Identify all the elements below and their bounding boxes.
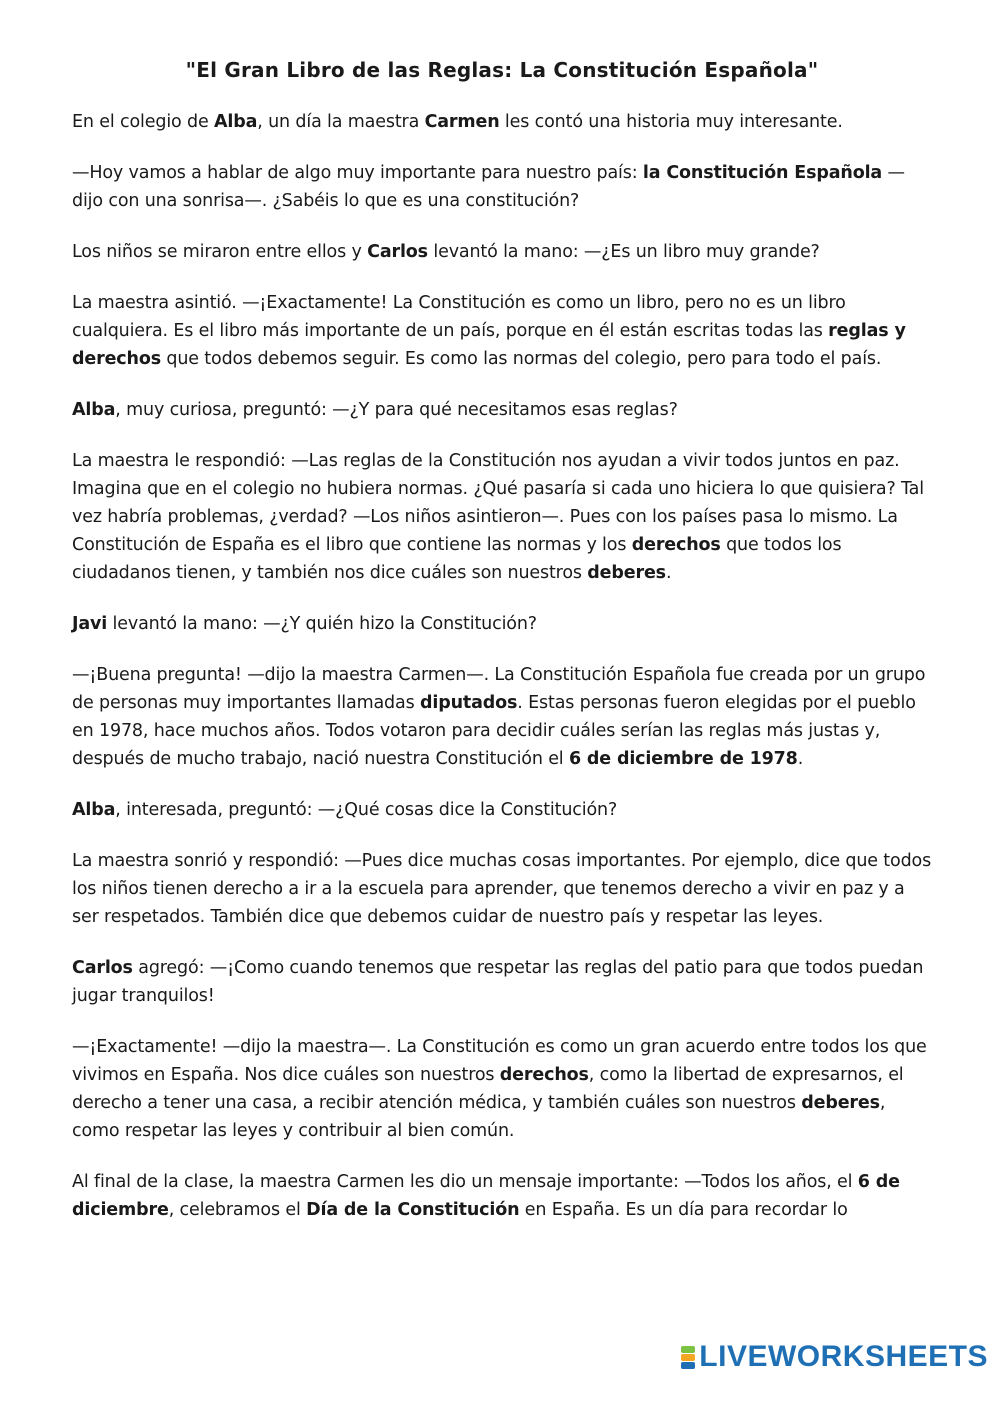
bold-text: diputados: [419, 693, 518, 713]
story-paragraph: [72, 159, 932, 215]
bold-text: Alba: [72, 800, 116, 820]
bold-text: Carlos: [367, 242, 428, 262]
paragraph-text: , como respetar las leyes y contribuir al bien común.: [72, 1093, 886, 1141]
paragraph-text: agregó: —¡Como cuando tenemos que respetar las reglas del patio para que todos puedan jugar tranquilos!: [72, 958, 924, 1006]
paragraph-text: , interesada, preguntó: —¿Qué cosas dice la Constitución?: [115, 800, 618, 820]
story-paragraph: [72, 661, 932, 773]
paragraph-text: La maestra le respondió: —Las reglas de la Constitución nos ayudan a vivir todos juntos en paz. Imagina que en el colegio no hubiera normas. ¿Qué pasaría si cada uno hiciera lo que quisiera? Tal vez habría problemas, ¿verdad? —Los niños asintieron—. Pues con los países pasa lo mismo. La Constitución de España es el libro que contiene las normas y los: [72, 451, 924, 555]
bold-text: Javi: [72, 614, 108, 634]
paragraph-text: que todos debemos seguir. Es como las normas del colegio, pero para todo el país.: [160, 349, 882, 369]
paragraph-text: que todos los ciudadanos tienen, y también nos dice cuáles son nuestros: [72, 535, 842, 583]
paragraph-text: —¡Exactamente! —dijo la maestra—. La Constitución es como un gran acuerdo entre todos los que vivimos en España. Nos dice cuáles son nuestros: [72, 1037, 927, 1085]
bold-text: deberes: [587, 563, 666, 583]
worksheet-page: [72, 58, 932, 1247]
story-paragraph: [72, 1033, 932, 1145]
story-paragraph: [72, 1168, 932, 1224]
story-paragraph: [72, 847, 932, 931]
logo-bar-icon: [681, 1354, 695, 1361]
story-paragraph: [72, 238, 932, 266]
paragraph-text: , como la libertad de expresarnos, el derecho a tener una casa, a recibir atención médica, y también cuáles son nuestros: [72, 1065, 904, 1113]
liveworksheets-logo[interactable]: [681, 1340, 988, 1374]
logo-bar-icon: [681, 1346, 695, 1353]
paragraph-text: les contó una historia muy interesante.: [499, 112, 843, 132]
paragraph-text: La maestra sonrió y respondió: —Pues dice muchas cosas importantes. Por ejemplo, dice que todos los niños tienen derecho a ir a la escuela para aprender, que tenemos derecho a vivir en paz y a ser respetados. También dice que debemos cuidar de nuestro país y respetar las leyes.: [72, 851, 932, 927]
paragraph-text: —Hoy vamos a hablar de algo muy importante para nuestro país:: [72, 163, 643, 183]
bold-text: 6 de diciembre de 1978: [568, 749, 798, 769]
paragraph-text: en España. Es un día para recordar lo: [519, 1200, 848, 1220]
story-paragraph: [72, 610, 932, 638]
logo-mark-icon: [681, 1346, 695, 1369]
paragraph-text: Al final de la clase, la maestra Carmen les dio un mensaje importante: —Todos los años, el: [72, 1172, 858, 1192]
story-title: "El Gran Libro de las Reglas: La Constitución Española": [185, 58, 819, 82]
bold-text: la Constitución Española: [642, 163, 883, 183]
story-paragraph: [72, 954, 932, 1010]
bold-text: derechos: [631, 535, 721, 555]
story-paragraph: [72, 447, 932, 587]
paragraph-text: Los niños se miraron entre ellos y: [72, 242, 368, 262]
paragraph-text: —dijo con una sonrisa—. ¿Sabéis lo que es una constitución?: [72, 163, 905, 211]
logo-bar-icon: [681, 1362, 695, 1369]
bold-text: Alba: [214, 112, 258, 132]
bold-text: 6 de diciembre: [72, 1172, 900, 1220]
paragraph-text: . Estas personas fueron elegidas por el pueblo en 1978, hace muchos años. Todos votaron para decidir cuáles serían las reglas más justas y, después de mucho trabajo, nació nuestra Constitución el: [72, 693, 916, 769]
paragraph-text: , un día la maestra: [257, 112, 425, 132]
paragraph-text: , celebramos el: [168, 1200, 307, 1220]
story-body: [72, 108, 932, 1224]
bold-text: Carmen: [424, 112, 500, 132]
paragraph-text: En el colegio de: [72, 112, 214, 132]
bold-text: Carlos: [72, 958, 133, 978]
paragraph-text: .: [797, 749, 804, 769]
logo-text: LIVEWORKSHEETS: [699, 1340, 988, 1373]
story-paragraph: [72, 396, 932, 424]
bold-text: deberes: [801, 1093, 880, 1113]
story-paragraph: [72, 289, 932, 373]
bold-text: Día de la Constitución: [306, 1200, 520, 1220]
paragraph-text: —¡Buena pregunta! —dijo la maestra Carmen—. La Constitución Española fue creada por un grupo de personas muy importantes llamadas: [72, 665, 926, 713]
story-paragraph: [72, 108, 932, 136]
paragraph-text: levantó la mano: —¿Es un libro muy grande?: [427, 242, 820, 262]
paragraph-text: La maestra asintió. —¡Exactamente! La Constitución es como un libro, pero no es un libro cualquiera. Es el libro más importante de un país, porque en él están escritas todas las: [72, 293, 846, 341]
paragraph-text: levantó la mano: —¿Y quién hizo la Constitución?: [107, 614, 537, 634]
bold-text: Alba: [72, 400, 116, 420]
paragraph-text: , muy curiosa, preguntó: —¿Y para qué necesitamos esas reglas?: [115, 400, 678, 420]
paragraph-text: .: [665, 563, 672, 583]
bold-text: derechos: [499, 1065, 589, 1085]
story-paragraph: [72, 796, 932, 824]
bold-text: reglas y derechos: [72, 321, 906, 369]
